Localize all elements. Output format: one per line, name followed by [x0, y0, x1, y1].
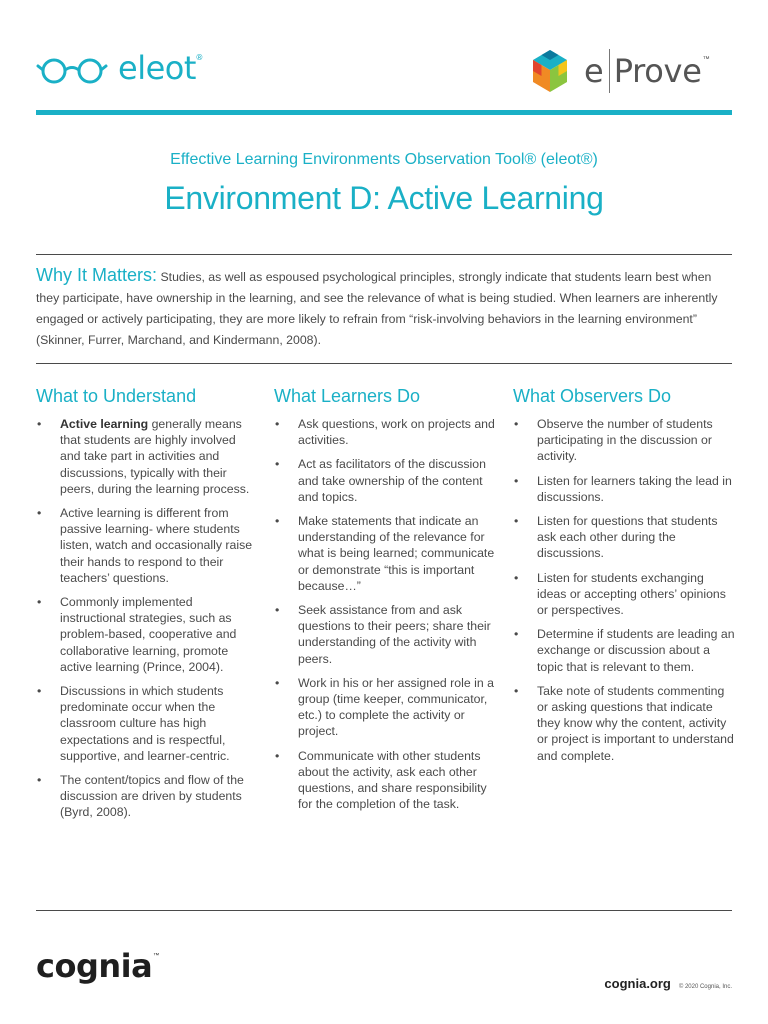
bullet-list	[513, 416, 735, 764]
cube-icon	[530, 48, 570, 94]
eleot-logo	[36, 49, 203, 90]
header-rule	[36, 110, 732, 115]
eprove-logo-prove: Prove	[613, 52, 702, 90]
list-item: • The content/topics and flow of the discussion are driven by students (Byrd, 2008).	[36, 772, 258, 821]
column-heading: What to Understand	[36, 386, 197, 406]
cognia-logo	[36, 947, 160, 985]
footer-copyright: © 2020 Cognia, Inc.	[678, 984, 732, 990]
bullet-list	[36, 416, 258, 821]
divider	[36, 910, 732, 911]
list-item: • Seek assistance from and ask questions to their peers; share their understanding of the activity with peers.	[274, 602, 496, 667]
logo-divider	[609, 49, 610, 93]
list-item: • Communicate with other students about the activity, ask each other questions, and share responsibility for the completion of the task.	[274, 748, 496, 813]
eprove-logo	[530, 46, 710, 96]
list-item: • Active learning generally means that students are highly involved and take part in activities and discussions, typically with their peers, during the learning process.	[36, 416, 258, 497]
column-what-learners-do	[274, 386, 496, 820]
cognia-logo-text: cognia	[36, 947, 153, 985]
list-item: • Listen for learners taking the lead in discussions.	[513, 473, 735, 505]
footer-url[interactable]: cognia.org	[604, 976, 671, 991]
registered-mark: ®	[195, 53, 203, 62]
list-item: • Active learning is different from passive learning- where students listen, watch and occasionally raise their hands to respond to their teachers’ questions.	[36, 505, 258, 586]
document-title: Environment D: Active Learning	[164, 180, 604, 216]
document-subtitle: Effective Learning Environments Observation Tool® (eleot®)	[170, 151, 598, 168]
glasses-icon	[36, 55, 110, 85]
list-item: • Commonly implemented instructional strategies, such as problem-based, cooperative and collaborative learning, promote active learning (Prince, 2004).	[36, 594, 258, 675]
column-what-to-understand	[36, 386, 258, 829]
eprove-logo-e: e	[584, 52, 604, 90]
list-item: • Discussions in which students predominate occur when the classroom culture has high expectations and is respectful, supportive, and learner-centric.	[36, 683, 258, 764]
column-heading: What Learners Do	[274, 386, 421, 406]
list-item: • Listen for questions that students ask each other during the discussions.	[513, 513, 735, 562]
list-item: • Work in his or her assigned role in a group (time keeper, communicator, etc.) to complete the activity or project.	[274, 675, 496, 740]
trademark-mark: ™	[153, 953, 160, 959]
column-what-observers-do	[513, 386, 735, 772]
divider	[36, 363, 732, 364]
why-it-matters-heading: Why It Matters:	[36, 265, 158, 285]
list-item: • Observe the number of students participating in the discussion or activity.	[513, 416, 735, 465]
column-heading: What Observers Do	[513, 386, 672, 406]
trademark-mark: ™	[702, 56, 710, 63]
list-item: • Listen for students exchanging ideas or accepting others’ opinions or perspectives.	[513, 570, 735, 619]
list-item: • Determine if students are leading an exchange or discussion about a topic that is relevant to them.	[513, 626, 735, 675]
list-item: • Ask questions, work on projects and activities.	[274, 416, 496, 448]
divider	[36, 254, 732, 255]
bullet-list	[274, 416, 496, 812]
list-item: • Act as facilitators of the discussion and take ownership of the content and topics.	[274, 456, 496, 505]
footer-info	[604, 976, 732, 991]
list-item: • Take note of students commenting or asking questions that indicate they know why the content, activity or project is important to understand and complete.	[513, 683, 735, 764]
eleot-logo-text: eleot ®	[118, 49, 203, 87]
why-it-matters-text: Studies, as well as espoused psychological principles, strongly indicate that students learn best when they participate, have ownership in the learning, and see the relevance of what is being studied. When learners are inherently engaged or actively participating, they are more likely to refrain from “risk-involving behaviors in the learning environment” (Skinner, Furrer, Marchand, and Kindermann, 2008).	[36, 270, 718, 347]
list-item: • Make statements that indicate an understanding of the relevance for what is being learned; communicate or demonstrate “this is important because…”	[274, 513, 496, 594]
bold-term: Active learning	[60, 417, 149, 431]
why-it-matters	[36, 265, 736, 351]
